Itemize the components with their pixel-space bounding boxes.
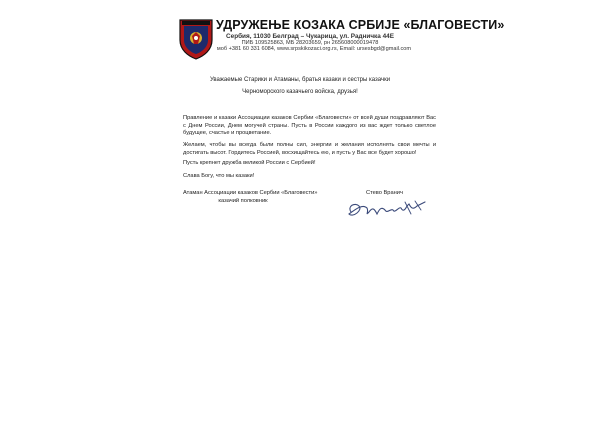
signatory-name: Стево Вранич xyxy=(366,190,403,196)
letter-paragraph: Слава Богу, что мы казаки! xyxy=(183,173,255,179)
registration-line: ПИБ 109525863, МБ 28203659, рн 265608000019478 xyxy=(241,40,379,46)
signatory-rank: казачий полковник xyxy=(218,197,268,204)
greeting-line: Черноморского казачьего войска, друзья! xyxy=(242,89,358,95)
address-line: Сербия, 11030 Белград – Чукарица, ул. Радничка 44Е xyxy=(226,33,394,40)
letter-paragraph: Пусть крепнет дружба великой России с Сербией! xyxy=(183,160,316,166)
cossack-emblem-logo xyxy=(178,18,214,60)
greeting-line: Уважаемые Старики и Атаманы, братья казаки и сестры казачки xyxy=(209,77,391,83)
handwritten-signature xyxy=(345,198,431,220)
organization-name: УДРУЖЕЊЕ КОЗАКА СРБИЈЕ «БЛАГОВЕСТИ» xyxy=(216,18,505,32)
letter-paragraph: Правление и казаки Ассоциации казаков Сербии «Благовести» от всей души поздравляют Вас с Днем России, Днем могучей страны. Пусть в России каждого из вас ждет только светлое будущее, счастье и процветание. xyxy=(183,115,436,137)
signatory-title-line: Атаман Ассоциации казаков Сербии «Благовести» xyxy=(183,190,318,196)
signatory-title xyxy=(183,190,318,205)
letter-paragraph: Желаем, чтобы вы всегда были полны сил, энергии и желания исполнять свои мечты и достигать высот. Гордитесь Россией, восхищайтесь ею, и пусть у Вас все будет хорошо! xyxy=(183,142,436,156)
contact-line: моб +381 60 331 6084, www.srpskikozaci.org.rs, Email: ursesbgd@gmail.com xyxy=(216,46,412,52)
